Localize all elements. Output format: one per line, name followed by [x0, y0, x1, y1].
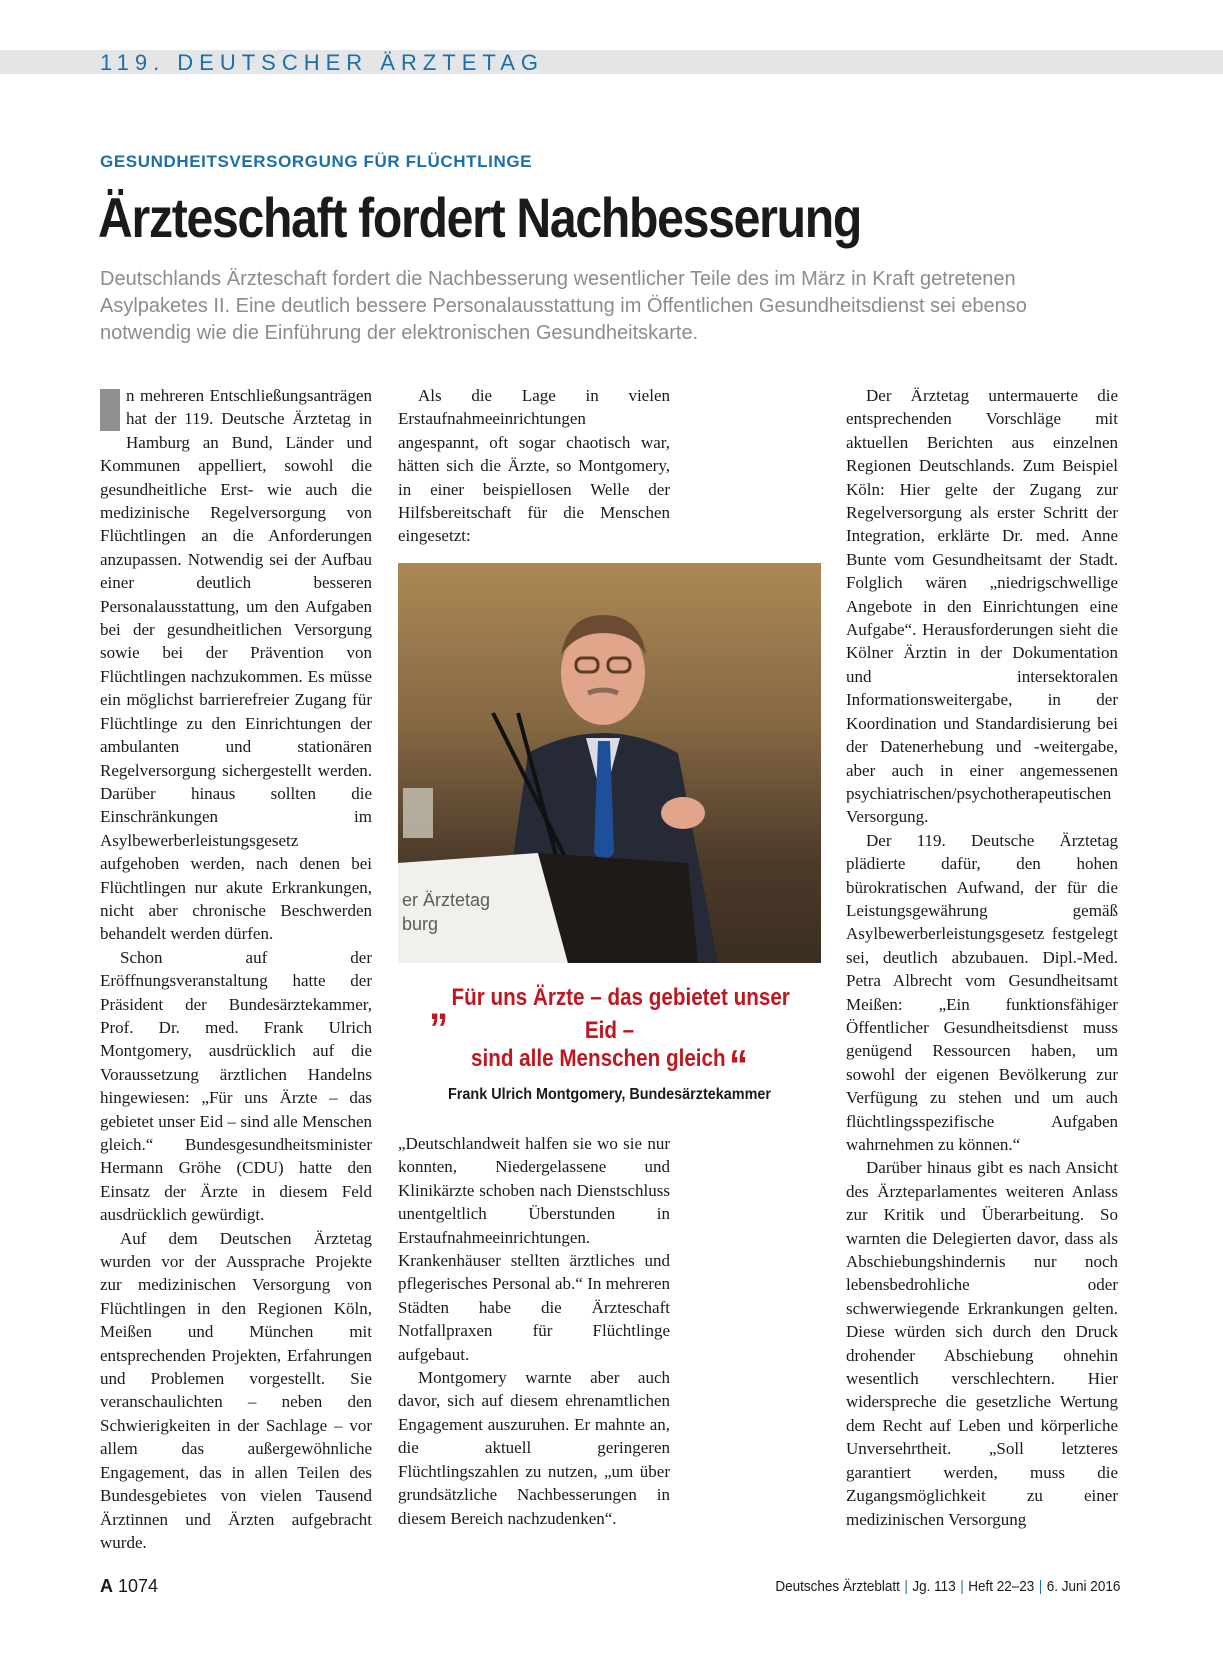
journal-name: Deutsches Ärzteblatt — [774, 1578, 900, 1595]
article-column-3 — [846, 384, 1118, 1531]
open-quote-mark: „ — [429, 980, 449, 1029]
section-header-band — [0, 50, 1223, 74]
separator: | — [959, 1578, 964, 1595]
quote-source: Frank Ulrich Montgomery, Bundesärztekammer — [447, 1086, 772, 1103]
paragraph: Auf dem Deutschen Ärztetag wurden vor der Aussprache Projekte zur medizinischen Versorgung von Flüchtlingen in den Regionen Köln, Meißen und München mit entsprechenden Projekten, Erfahrungen und Problemen vorgestellt. Sie veranschaulichten – neben den Schwierigkeiten in der Sachlage – vor allem das außergewöhnliche Engagement, das in allen Teilen des Bundesgebietes von vielen Tausend Ärztinnen und Ärzten aufgebracht wurde. — [100, 1228, 372, 1552]
close-quote-mark: “ — [729, 1041, 749, 1090]
pull-quote-line1 — [428, 980, 792, 1045]
section-header: 119. DEUTSCHER ÄRZTETAG — [100, 50, 545, 75]
pull-quote — [398, 980, 821, 1104]
journal-footer — [775, 1578, 1120, 1595]
headline: Ärzteschaft fordert Nachbesserung — [98, 186, 861, 249]
podium-sign-line1: er Ärztetag — [402, 890, 491, 910]
separator: | — [1038, 1578, 1042, 1595]
kicker: GESUNDHEITSVERSORGUNG FÜR FLÜCHTLINGE — [100, 152, 533, 171]
page-number-value: 1074 — [118, 1576, 159, 1596]
drop-cap — [100, 389, 120, 431]
lead-paragraph: Deutschlands Ärzteschaft fordert die Nachbesserung wesentlicher Teile des im März in Kraft getretenen Asylpaketes II. Eine deutlich bessere Personalausstattung im Öffentlichen Gesundheitsdienst sei ebenso notwendig wie die Einführung der elektronischen Gesundheitskarte. — [100, 268, 1027, 344]
paragraph: n mehreren Entschließungsanträgen hat der 119. Deutsche Ärztetag in Hamburg an Bund, Länder und Kommunen appelliert, sowohl die gesundheitliche Erst- wie auch die medizinische Regelversorgung von Flüchtlingen an die Anforderungen anzupassen. Notwendig sei der Aufbau einer deutlich besseren Personalausstattung, um den Aufgaben bei der gesundheitlichen Versorgung sowie bei der Prävention von Flüchtlingen nachzukommen. Es müsse ein möglichst barrierefreier Zugang für Flüchtlinge zu den Einrichtungen der ambulanten und stationären Regelversorgung sichergestellt werden. Darüber hinaus sollten die Einschränkungen im Asylbewerberleistungsgesetz aufgehoben werden, nach denen bei Flüchtlingen nur akute Erkrankungen, nicht aber chronische Beschwerden behandelt werden dürfen. — [100, 386, 372, 944]
quote-text-line2: sind alle Menschen gleich — [470, 1045, 726, 1072]
article-column-2-bottom — [398, 1132, 670, 1530]
podium-sign — [402, 888, 490, 936]
paragraph: Schon auf der Eröffnungsveranstaltung hatte der Präsident der Bundesärztekammer, Prof. Dr. med. Frank Ulrich Montgomery, ausdrücklich auf die Voraussetzung ärztlichen Handelns hingewiesen: „Für uns Ärzte – das gebietet unser Eid – sind alle Menschen gleich.“ Bundesgesundheitsminister Hermann Gröhe (CDU) hatte den Einsatz der Ärzte in diesem Feld ausdrücklich gewürdigt. — [100, 947, 372, 1225]
journal-volume: Jg. 113 — [912, 1578, 956, 1595]
journal-issue: Heft 22–23 — [967, 1578, 1034, 1595]
paragraph: Darüber hinaus gibt es nach Ansicht des Ärzteparlamentes weiteren Anlass zur Kritik und Überarbeitung. So warnten die Delegierten davor, dass als Abschiebungshindernis nur noch lebensbedrohliche oder schwerwiegende Erkrankungen gelten. Diese würden sich durch den Druck drohender Abschiebung ohnehin wesentlich verschlechtern. Hier widerspreche die gesetzliche Wertung dem Recht auf Leben und körperliche Unversehrtheit. „Soll letzteres garantiert werden, muss die Zugangsmöglichkeit zu einer medizinischen Versorgung — [846, 1158, 1118, 1529]
paragraph: Als die Lage in vielen Erstaufnahmeeinrichtungen angespannt, oft sogar chaotisch war, hätten sich die Ärzte, so Montgomery, in einer beispiellosen Welle der Hilfsbereitschaft für die Menschen eingesetzt: — [398, 386, 670, 546]
quote-text-line1: Für uns Ärzte – das gebietet unser Eid – — [451, 984, 790, 1044]
article-column-2-top — [398, 384, 670, 548]
separator: | — [904, 1578, 908, 1595]
journal-date: 6. Juni 2016 — [1046, 1578, 1120, 1595]
paragraph: Der 119. Deutsche Ärztetag plädierte dafür, den hohen bürokratischen Aufwand, der für die Leistungsgewährung gemäß Asylbewerberleistungsgesetz festgelegt sei, deutlich abzubauen. Dipl.-Med. Petra Albrecht vom Gesundheitsamt Meißen: „Ein funktionsfähiger Öffentlicher Gesundheitsdienst muss genügend Ressourcen haben, um sowohl der eigenen Bevölkerung zur Verfügung zu stehen und um auch flüchtlingsspezifische Aufgaben wahrnehmen zu können.“ — [846, 830, 1118, 1154]
page-number — [100, 1576, 158, 1597]
paragraph: Der Ärztetag untermauerte die entsprechenden Vorschläge mit aktuellen Berichten aus einzelnen Regionen Deutschlands. Zum Beispiel Köln: Hier gelte der Zugang zur Regelversorgung als erster Schritt der Integration, erklärte Dr. med. Anne Bunte vom Gesundheitsamt der Stadt. Folglich wären „niedrigschwellige Angebote in den Einrichtungen eine Aufgabe“. Herausforderungen sieht die Kölner Ärztin in der Dokumentation und intersektoralen Informationsweitergabe, in der Koordination und Standardisierung bei der Datenerhebung und -weitergabe, aber auch in einer angemessenen psychiatrischen/psychotherapeutischen Versorgung. — [846, 386, 1118, 827]
article-column-1 — [100, 384, 372, 1554]
pull-quote-line2 — [428, 1041, 792, 1090]
paragraph: Montgomery warnte aber auch davor, sich auf diesem ehrenamtlichen Engagement auszuruhen. Er mahnte an, die aktuell geringeren Flüchtlingszahlen zu nutzen, „um über grundsätzliche Nachbesserungen in diesem Bereich nachzudenken“. — [398, 1368, 670, 1528]
paragraph: „Deutschlandweit halfen sie wo sie nur konnten, Niedergelassene und Klinikärzte schoben nach Dienstschluss unentgeltlich Überstunden in Erstaufnahmeeinrichtungen. Krankenhäuser stellten ärztliches und pflegerisches Personal ab.“ In mehreren Städten habe die Ärzteschaft Notfallpraxen für Flüchtlinge aufgebaut. — [398, 1134, 670, 1364]
podium-sign-line2: burg — [402, 914, 439, 934]
speaker-photo — [398, 563, 821, 963]
page-prefix: A — [100, 1576, 113, 1596]
